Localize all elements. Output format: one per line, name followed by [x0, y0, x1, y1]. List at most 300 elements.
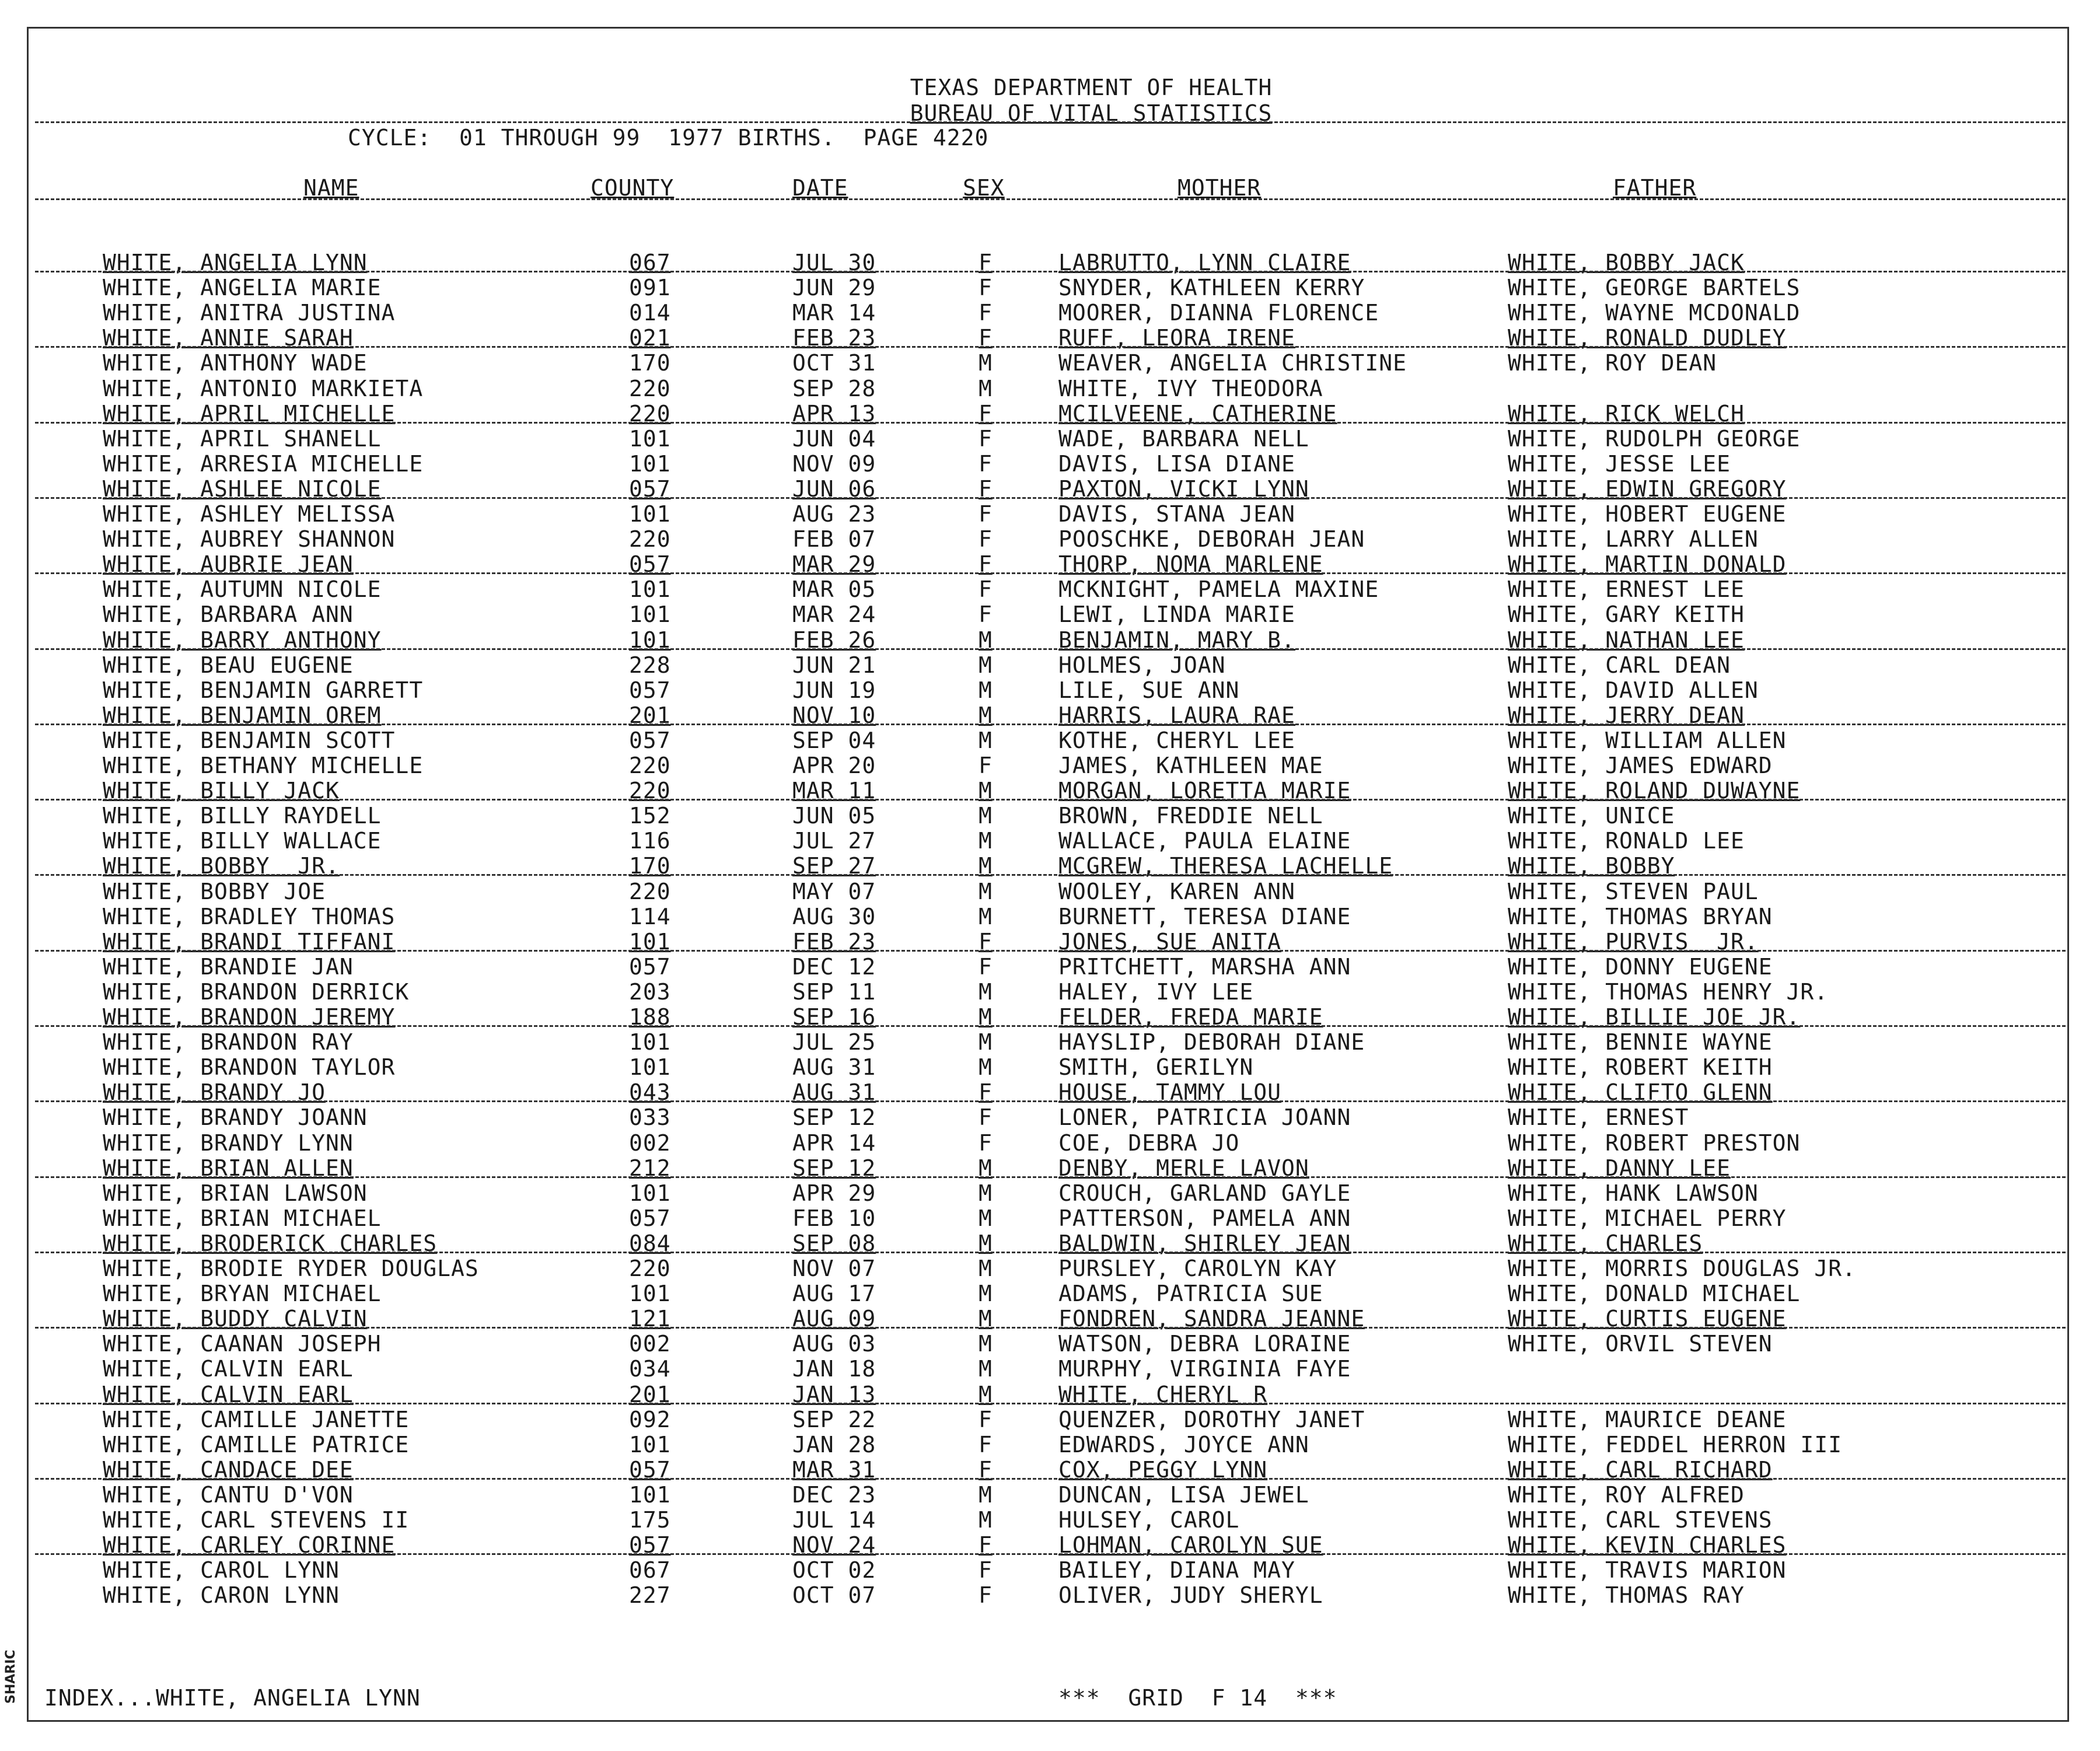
cell-county: 002 [629, 1130, 671, 1156]
table-row [0, 1558, 2100, 1584]
cell-county: 227 [629, 1582, 671, 1609]
cell-date: AUG 31 [792, 1079, 876, 1106]
cell-name: WHITE, CANTU D'VON [103, 1481, 354, 1508]
cell-county: 201 [629, 1381, 671, 1407]
cell-sex: F [979, 753, 993, 778]
cell-date: DEC 12 [792, 953, 876, 980]
row-rule [35, 422, 2066, 424]
cell-date: AUG 30 [792, 903, 876, 929]
cell-date: DEC 23 [792, 1481, 876, 1508]
table-row [0, 829, 2100, 855]
cell-father: WHITE, LARRY ALLEN [1508, 526, 1759, 553]
row-rule [35, 950, 2066, 952]
table-row [0, 930, 2100, 956]
row-rule [35, 724, 2066, 725]
cell-sex: F [979, 425, 993, 452]
cell-date: SEP 16 [792, 1004, 876, 1030]
cell-date: JUN 05 [792, 803, 876, 829]
table-row [0, 251, 2100, 277]
cell-father: WHITE, BENNIE WAYNE [1508, 1029, 1773, 1056]
cell-county: 057 [629, 677, 671, 703]
table-row [0, 1357, 2100, 1383]
cell-sex: F [979, 1532, 993, 1558]
cell-date: MAR 31 [792, 1456, 876, 1483]
cell-county: 057 [629, 953, 671, 980]
cell-sex: M [979, 803, 993, 829]
cell-father: WHITE, DONNY EUGENE [1508, 953, 1773, 980]
cell-date: SEP 28 [792, 375, 876, 401]
cell-mother: BALDWIN, SHIRLEY JEAN [1058, 1230, 1351, 1256]
row-rule [35, 1403, 2066, 1404]
cell-name: WHITE, BRIAN ALLEN [103, 1155, 354, 1181]
row-rule [35, 799, 2066, 801]
cell-county: 057 [629, 476, 671, 502]
cell-mother: BROWN, FREDDIE NELL [1058, 803, 1323, 829]
cell-county: 101 [629, 928, 671, 955]
cell-date: AUG 09 [792, 1306, 876, 1332]
cell-mother: COX, PEGGY LYNN [1058, 1456, 1268, 1483]
cell-sex: F [979, 250, 993, 275]
cell-mother: HULSEY, CAROL [1058, 1507, 1240, 1533]
column-header-sex: SEX [963, 175, 1005, 201]
cell-name: WHITE, BRANDON DERRICK [103, 978, 410, 1005]
cell-name: WHITE, CAROL LYNN [103, 1557, 340, 1584]
cell-name: WHITE, BUDDY CALVIN [103, 1306, 368, 1332]
cell-county: 014 [629, 300, 671, 326]
cell-name: WHITE, ARRESIA MICHELLE [103, 450, 424, 477]
cell-father: WHITE, MAURICE DEANE [1508, 1406, 1787, 1432]
cell-sex: F [979, 1130, 993, 1156]
cell-sex: M [979, 627, 993, 653]
cell-father: WHITE, RONALD DUDLEY [1508, 325, 1787, 351]
cell-mother: PRITCHETT, MARSHA ANN [1058, 953, 1351, 980]
cell-sex: M [979, 727, 993, 753]
cell-name: WHITE, CARON LYNN [103, 1582, 340, 1609]
row-rule [35, 1252, 2066, 1253]
cell-father: WHITE, THOMAS RAY [1508, 1582, 1745, 1609]
cell-date: MAR 14 [792, 300, 876, 326]
cell-name: WHITE, ANTHONY WADE [103, 350, 368, 376]
cell-name: WHITE, BRANDON RAY [103, 1029, 354, 1056]
cell-date: APR 13 [792, 400, 876, 427]
cell-county: 228 [629, 652, 671, 678]
cell-father: WHITE, HOBERT EUGENE [1508, 501, 1787, 527]
cell-father: WHITE, ROY ALFRED [1508, 1481, 1745, 1508]
table-row [0, 653, 2100, 679]
cell-mother: HARRIS, LAURA RAE [1058, 702, 1295, 728]
cell-date: APR 14 [792, 1130, 876, 1156]
cell-father: WHITE, CURTIS EUGENE [1508, 1306, 1787, 1332]
cell-name: WHITE, AUBREY SHANNON [103, 526, 396, 553]
cell-sex: F [979, 953, 993, 980]
cell-sex: F [979, 602, 993, 628]
cell-county: 101 [629, 1180, 671, 1206]
cell-father: WHITE, JESSE LEE [1508, 450, 1731, 477]
cell-sex: F [979, 300, 993, 326]
cell-name: WHITE, CAMILLE PATRICE [103, 1431, 410, 1458]
cell-mother: SMITH, GERILYN [1058, 1054, 1254, 1081]
cell-county: 057 [629, 1532, 671, 1558]
cell-name: WHITE, ASHLEY MELISSA [103, 501, 396, 527]
cell-sex: F [979, 400, 993, 427]
cell-date: FEB 23 [792, 928, 876, 955]
cell-name: WHITE, CANDACE DEE [103, 1456, 354, 1483]
cell-name: WHITE, BRANDY JOANN [103, 1105, 368, 1131]
cell-mother: RUFF, LEORA IRENE [1058, 325, 1295, 351]
cell-county: 220 [629, 878, 671, 904]
cell-father: WHITE, ERNEST LEE [1508, 576, 1745, 603]
cell-name: WHITE, ANTONIO MARKIETA [103, 375, 424, 401]
cell-mother: FONDREN, SANDRA JEANNE [1058, 1306, 1365, 1332]
header-rule [35, 121, 2066, 123]
cell-date: JUN 04 [792, 425, 876, 452]
cell-father: WHITE, BILLIE JOE JR. [1508, 1004, 1801, 1030]
row-rule [35, 1100, 2066, 1102]
table-row [0, 452, 2100, 478]
cell-county: 067 [629, 1557, 671, 1584]
cell-mother: OLIVER, JUDY SHERYL [1058, 1582, 1323, 1609]
table-row [0, 1433, 2100, 1459]
row-rule [35, 1327, 2066, 1329]
cell-mother: BURNETT, TERESA DIANE [1058, 903, 1351, 929]
cell-father: WHITE, KEVIN CHARLES [1508, 1532, 1787, 1558]
cell-date: NOV 24 [792, 1532, 876, 1558]
cell-sex: F [979, 1079, 993, 1106]
cell-sex: F [979, 576, 993, 603]
table-row [0, 402, 2100, 428]
table-row [0, 980, 2100, 1006]
cell-name: WHITE, BETHANY MICHELLE [103, 753, 424, 778]
cell-county: 101 [629, 627, 671, 653]
cell-mother: DENBY, MERLE LAVON [1058, 1155, 1309, 1181]
cell-name: WHITE, BRANDY JO [103, 1079, 326, 1106]
table-row [0, 1533, 2100, 1559]
cell-father: WHITE, CARL DEAN [1508, 652, 1731, 678]
cell-date: NOV 10 [792, 702, 876, 728]
table-row [0, 1282, 2100, 1308]
cell-mother: HAYSLIP, DEBORAH DIANE [1058, 1029, 1365, 1056]
table-row [0, 477, 2100, 503]
cell-sex: M [979, 375, 993, 401]
table-row [0, 704, 2100, 729]
cell-father: WHITE, CARL STEVENS [1508, 1507, 1773, 1533]
cell-date: JAN 13 [792, 1381, 876, 1407]
table-row [0, 1156, 2100, 1182]
cell-name: WHITE, BARBARA ANN [103, 602, 354, 628]
cell-county: 212 [629, 1155, 671, 1181]
cell-name: WHITE, CAANAN JOSEPH [103, 1331, 382, 1357]
cell-name: WHITE, BOBBY JR. [103, 853, 340, 879]
cell-mother: HALEY, IVY LEE [1058, 978, 1254, 1005]
cell-sex: F [979, 325, 993, 351]
table-row [0, 603, 2100, 628]
side-label: SHARIC [4, 1649, 18, 1704]
cell-date: OCT 07 [792, 1582, 876, 1609]
cell-county: 220 [629, 375, 671, 401]
cell-name: WHITE, CALVIN EARL [103, 1356, 354, 1382]
cell-county: 170 [629, 350, 671, 376]
cell-mother: LOHMAN, CAROLYN SUE [1058, 1532, 1323, 1558]
cell-date: MAR 05 [792, 576, 876, 603]
cell-sex: F [979, 1557, 993, 1584]
cell-county: 220 [629, 778, 671, 804]
cell-county: 092 [629, 1406, 671, 1432]
cell-county: 043 [629, 1079, 671, 1106]
cell-county: 101 [629, 501, 671, 527]
cell-mother: BENJAMIN, MARY B. [1058, 627, 1295, 653]
cell-date: AUG 03 [792, 1331, 876, 1357]
cell-father: WHITE, MARTIN DONALD [1508, 551, 1787, 578]
cell-mother: THORP, NOMA MARLENE [1058, 551, 1323, 578]
cell-sex: M [979, 1306, 993, 1332]
cell-name: WHITE, AUTUMN NICOLE [103, 576, 382, 603]
cell-mother: DAVIS, STANA JEAN [1058, 501, 1295, 527]
cell-father: WHITE, ROLAND DUWAYNE [1508, 778, 1801, 804]
cell-father: WHITE, TRAVIS MARION [1508, 1557, 1787, 1584]
cell-mother: DUNCAN, LISA JEWEL [1058, 1481, 1309, 1508]
table-row [0, 1106, 2100, 1131]
cell-mother: MOORER, DIANNA FLORENCE [1058, 300, 1379, 326]
cell-sex: F [979, 928, 993, 955]
table-row [0, 1508, 2100, 1534]
cell-name: WHITE, CALVIN EARL [103, 1381, 354, 1407]
cell-mother: LEWI, LINDA MARIE [1058, 602, 1295, 628]
cell-mother: WADE, BARBARA NELL [1058, 425, 1309, 452]
cell-date: JUN 29 [792, 275, 876, 301]
cell-sex: M [979, 878, 993, 904]
cell-sex: M [979, 1205, 993, 1231]
cell-mother: WEAVER, ANGELIA CHRISTINE [1058, 350, 1407, 376]
cell-mother: CROUCH, GARLAND GAYLE [1058, 1180, 1351, 1206]
cell-county: 101 [629, 1281, 671, 1307]
cell-county: 220 [629, 400, 671, 427]
table-row [0, 553, 2100, 578]
cell-father: WHITE, GARY KEITH [1508, 602, 1745, 628]
cell-name: WHITE, BENJAMIN SCOTT [103, 727, 396, 753]
cell-father: WHITE, MORRIS DOUGLAS JR. [1508, 1256, 1856, 1281]
table-row [0, 905, 2100, 931]
cell-sex: M [979, 903, 993, 929]
cell-sex: M [979, 978, 993, 1005]
cell-county: 175 [629, 1507, 671, 1533]
cell-mother: WOOLEY, KAREN ANN [1058, 878, 1295, 904]
cell-father: WHITE, MICHAEL PERRY [1508, 1205, 1787, 1231]
cell-sex: M [979, 1331, 993, 1357]
cell-mother: LILE, SUE ANN [1058, 677, 1240, 703]
row-rule [35, 497, 2066, 499]
column-header-rule [35, 198, 2066, 200]
cell-name: WHITE, APRIL MICHELLE [103, 400, 396, 427]
cell-father: WHITE, ERNEST [1508, 1105, 1689, 1131]
cell-county: 101 [629, 1481, 671, 1508]
row-rule [35, 1478, 2066, 1480]
cell-date: JUN 19 [792, 677, 876, 703]
row-rule [35, 1553, 2066, 1555]
cell-father: WHITE, JERRY DEAN [1508, 702, 1745, 728]
cell-father: WHITE, STEVEN PAUL [1508, 878, 1759, 904]
table-row [0, 377, 2100, 403]
cell-name: WHITE, BRANDIE JAN [103, 953, 354, 980]
cell-county: 057 [629, 727, 671, 753]
cell-date: AUG 31 [792, 1054, 876, 1081]
table-row [0, 1005, 2100, 1031]
table-row [0, 854, 2100, 880]
cell-date: AUG 17 [792, 1281, 876, 1307]
table-row [0, 351, 2100, 377]
agency-title: TEXAS DEPARTMENT OF HEALTH [910, 75, 1273, 100]
cell-mother: PURSLEY, CAROLYN KAY [1058, 1256, 1337, 1281]
table-row [0, 276, 2100, 302]
cell-date: NOV 07 [792, 1256, 876, 1281]
cell-county: 201 [629, 702, 671, 728]
cell-father: WHITE, ROBERT PRESTON [1508, 1130, 1801, 1156]
cell-name: WHITE, ANGELIA MARIE [103, 275, 382, 301]
table-row [0, 628, 2100, 654]
column-header-name: NAME [303, 175, 359, 201]
row-rule [35, 874, 2066, 876]
cell-county: 057 [629, 1205, 671, 1231]
cell-sex: M [979, 350, 993, 376]
cell-sex: F [979, 1582, 993, 1609]
cell-mother: QUENZER, DOROTHY JANET [1058, 1406, 1365, 1432]
cell-county: 033 [629, 1105, 671, 1131]
cell-sex: M [979, 677, 993, 703]
table-row [0, 427, 2100, 453]
cell-county: 220 [629, 1256, 671, 1281]
table-row [0, 326, 2100, 352]
cell-county: 188 [629, 1004, 671, 1030]
cell-name: WHITE, ANNIE SARAH [103, 325, 354, 351]
table-row [0, 880, 2100, 906]
cell-name: WHITE, ANGELIA LYNN [103, 250, 368, 275]
table-row [0, 754, 2100, 780]
table-row [0, 1383, 2100, 1409]
cell-date: FEB 23 [792, 325, 876, 351]
cell-county: 116 [629, 828, 671, 854]
column-header-father: FATHER [1613, 175, 1697, 201]
cell-father: WHITE, UNICE [1508, 803, 1675, 829]
cell-name: WHITE, BILLY WALLACE [103, 828, 382, 854]
cell-sex: F [979, 1406, 993, 1432]
cell-mother: WHITE, IVY THEODORA [1058, 375, 1323, 401]
cell-county: 101 [629, 576, 671, 603]
cell-county: 101 [629, 1029, 671, 1056]
cell-date: SEP 22 [792, 1406, 876, 1432]
column-header-county: COUNTY [590, 175, 675, 201]
cell-sex: F [979, 275, 993, 301]
cell-county: 084 [629, 1230, 671, 1256]
cell-mother: FELDER, FREDA MARIE [1058, 1004, 1323, 1030]
cell-county: 101 [629, 450, 671, 477]
table-row [0, 1232, 2100, 1257]
cell-father: WHITE, RUDOLPH GEORGE [1508, 425, 1801, 452]
cell-date: OCT 02 [792, 1557, 876, 1584]
cell-name: WHITE, APRIL SHANELL [103, 425, 382, 452]
cell-date: MAR 29 [792, 551, 876, 578]
cell-county: 091 [629, 275, 671, 301]
cell-father: WHITE, DANNY LEE [1508, 1155, 1731, 1181]
cell-mother: JAMES, KATHLEEN MAE [1058, 753, 1323, 778]
cell-sex: M [979, 1180, 993, 1206]
table-row [0, 527, 2100, 553]
cell-name: WHITE, BRIAN LAWSON [103, 1180, 368, 1206]
cell-name: WHITE, BARRY ANTHONY [103, 627, 382, 653]
cell-county: 101 [629, 1431, 671, 1458]
cell-sex: F [979, 476, 993, 502]
cell-father: WHITE, ROBERT KEITH [1508, 1054, 1773, 1081]
cell-sex: F [979, 501, 993, 527]
cell-mother: LONER, PATRICIA JOANN [1058, 1105, 1351, 1131]
row-rule [35, 648, 2066, 650]
cell-father: WHITE, JAMES EDWARD [1508, 753, 1773, 778]
cell-mother: MORGAN, LORETTA MARIE [1058, 778, 1351, 804]
cell-date: SEP 12 [792, 1105, 876, 1131]
cell-name: WHITE, BRANDY LYNN [103, 1130, 354, 1156]
index-footer: INDEX...WHITE, ANGELIA LYNN [44, 1685, 421, 1711]
table-row [0, 955, 2100, 981]
table-row [0, 1056, 2100, 1081]
cell-mother: SNYDER, KATHLEEN KERRY [1058, 275, 1365, 301]
cell-mother: EDWARDS, JOYCE ANN [1058, 1431, 1309, 1458]
cell-name: WHITE, BRODIE RYDER DOUGLAS [103, 1256, 479, 1281]
cell-date: MAR 24 [792, 602, 876, 628]
table-row [0, 1307, 2100, 1333]
table-row [0, 1408, 2100, 1434]
cell-father: WHITE, GEORGE BARTELS [1508, 275, 1801, 301]
cell-name: WHITE, BRANDI TIFFANI [103, 928, 396, 955]
cell-county: 203 [629, 978, 671, 1005]
cycle-line: CYCLE: 01 THROUGH 99 1977 BIRTHS. PAGE 4220 [348, 125, 989, 151]
cell-date: OCT 31 [792, 350, 876, 376]
cell-sex: M [979, 778, 993, 804]
cell-date: APR 29 [792, 1180, 876, 1206]
cell-name: WHITE, BOBBY JOE [103, 878, 326, 904]
cell-name: WHITE, BILLY RAYDELL [103, 803, 382, 829]
cell-father: WHITE, NATHAN LEE [1508, 627, 1745, 653]
cell-mother: WATSON, DEBRA LORAINE [1058, 1331, 1351, 1357]
cell-father: WHITE, RONALD LEE [1508, 828, 1745, 854]
cell-name: WHITE, AUBRIE JEAN [103, 551, 354, 578]
column-header-date: DATE [792, 175, 848, 201]
cell-father: WHITE, CARL RICHARD [1508, 1456, 1773, 1483]
cell-name: WHITE, CARLEY CORINNE [103, 1532, 396, 1558]
cell-date: AUG 23 [792, 501, 876, 527]
table-row [0, 1030, 2100, 1056]
cell-sex: M [979, 828, 993, 854]
cell-mother: KOTHE, CHERYL LEE [1058, 727, 1295, 753]
cell-county: 002 [629, 1331, 671, 1357]
table-row [0, 301, 2100, 327]
cell-father: WHITE, EDWIN GREGORY [1508, 476, 1787, 502]
cell-county: 152 [629, 803, 671, 829]
cell-sex: M [979, 1029, 993, 1056]
cell-date: JUN 21 [792, 652, 876, 678]
cell-father: WHITE, HANK LAWSON [1508, 1180, 1759, 1206]
cell-sex: F [979, 1105, 993, 1131]
table-row [0, 1257, 2100, 1282]
cell-sex: M [979, 1155, 993, 1181]
cell-county: 101 [629, 425, 671, 452]
table-row [0, 1207, 2100, 1232]
table-row [0, 1131, 2100, 1157]
cell-mother: COE, DEBRA JO [1058, 1130, 1240, 1156]
cell-name: WHITE, BRYAN MICHAEL [103, 1281, 382, 1307]
table-row [0, 1584, 2100, 1609]
cell-name: WHITE, BRANDON TAYLOR [103, 1054, 396, 1081]
cell-county: 034 [629, 1356, 671, 1382]
table-row [0, 578, 2100, 603]
cell-date: FEB 10 [792, 1205, 876, 1231]
